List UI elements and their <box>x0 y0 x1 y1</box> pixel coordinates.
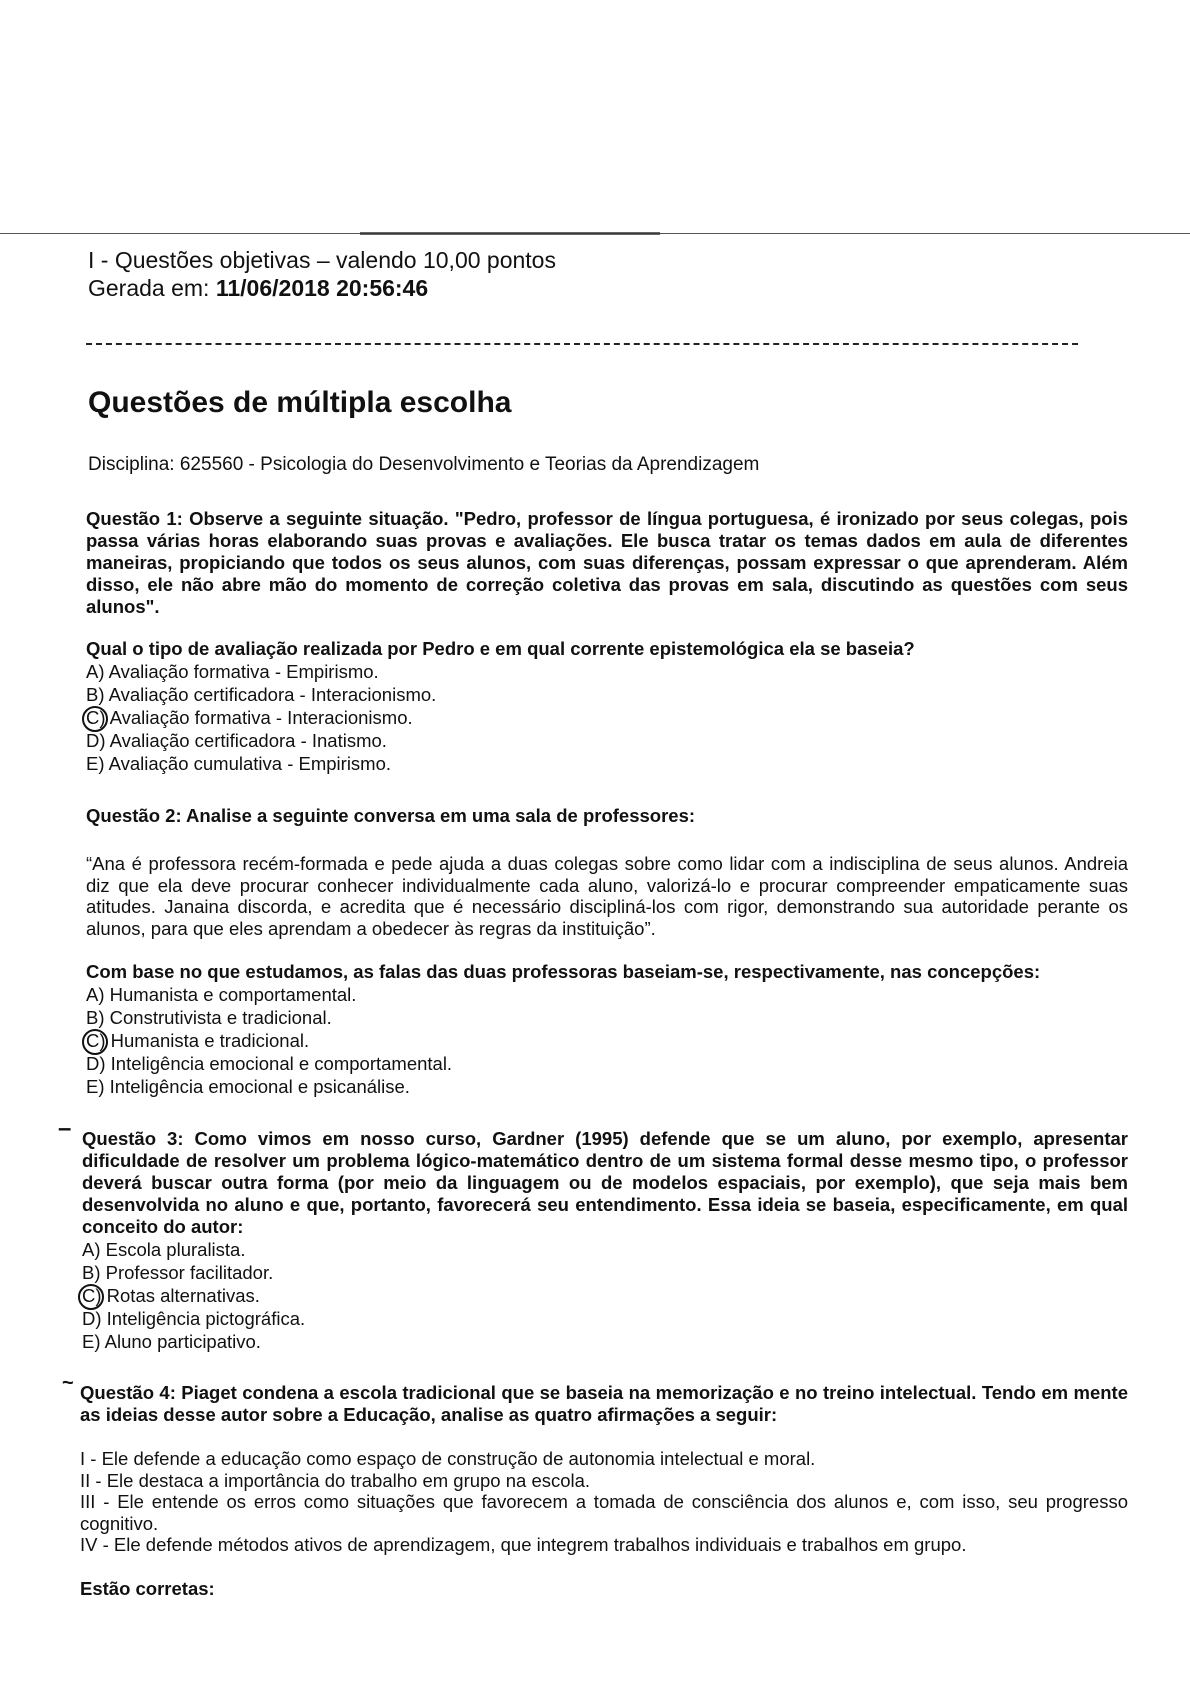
question-1 <box>86 508 1128 775</box>
question-3-options <box>82 1238 1128 1353</box>
question-4-prompt: Estão corretas: <box>80 1577 215 1599</box>
question-1-statement: Questão 1: Observe a seguinte situação. "Pedro, professor de língua portuguesa, é ironizado por seus colegas, pois passa várias horas elaborando suas provas e avaliações. Ele busca tratar os temas dados em aula de diferentes maneiras, propiciando que todos os seus alunos, com suas diferenças, possam expressar o que aprenderam. Além disso, ele não abre mão do momento de correção coletiva das provas em sala, discutindo as questões com seus alunos". <box>86 508 1128 617</box>
option-c-label: C) Avaliação formativa - Interacionismo. <box>86 707 413 728</box>
question-4-affirmations <box>80 1448 1128 1556</box>
question-4-statement: Questão 4: Piaget condena a escola tradicional que se baseia na memorização e no treino intelectual. Tendo em mente as ideias desse autor sobre a Educação, analise as quatro afirmações a seguir: <box>80 1382 1128 1425</box>
option-c-selected[interactable] <box>86 1029 1128 1052</box>
option-e[interactable]: E) Avaliação cumulativa - Empirismo. <box>86 753 392 774</box>
generated-line <box>88 274 556 302</box>
question-3 <box>82 1128 1128 1353</box>
option-b[interactable]: B) Construtivista e tradicional. <box>86 1007 332 1028</box>
margin-dash-mark: – <box>58 1115 72 1142</box>
question-3-statement: Questão 3: Como vimos em nosso curso, Gardner (1995) defende que se um aluno, por exemplo, apresentar dificuldade de resolver um problema lógico-matemático dentro de um sistema formal desse mesmo tipo, o professor deverá buscar outra forma (por meio da linguagem ou de modelos espaciais, por exemplo), que seja mais bem desenvolvida no aluno e que, portanto, favorecerá seu entendimento. Essa ideia se baseia, especificamente, em qual conceito do autor: <box>82 1128 1128 1237</box>
option-b[interactable]: B) Professor facilitador. <box>82 1262 274 1283</box>
question-2 <box>86 805 1128 1098</box>
generated-value: 11/06/2018 20:56:46 <box>215 275 429 301</box>
affirmation-ii: II - Ele destaca a importância do trabalho em grupo na escola. <box>80 1469 591 1491</box>
dashed-separator <box>86 343 1078 345</box>
question-2-statement: Questão 2: Analise a seguinte conversa em uma sala de professores: <box>86 805 696 826</box>
discipline-line: Disciplina: 625560 - Psicologia do Desenvolvimento e Teorias da Aprendizagem <box>88 454 760 475</box>
affirmation-iv: IV - Ele defende métodos ativos de aprendizagem, que integrem trabalhos individuais e trabalhos em grupo. <box>80 1534 967 1555</box>
margin-tick-mark: ~ <box>62 1372 74 1394</box>
option-d[interactable]: D) Avaliação certificadora - Inatismo. <box>86 730 387 751</box>
exam-header <box>88 246 556 302</box>
question-2-quote: “Ana é professora recém-formada e pede ajuda a duas colegas sobre como lidar com a indisciplina de seus alunos. Andreia diz que ela deve procurar conhecer individualmente cada aluno, valorizá-lo e procurar compreender empaticamente suas atitudes. Janaina discorda, e acredita que é necessário discipliná-los com rigor, demonstrando sua autoridade perante os alunos, para que eles aprendam a obedecer às regras da instituição”. <box>86 853 1128 939</box>
section-line: I - Questões objetivas – valendo 10,00 pontos <box>88 247 556 273</box>
option-e[interactable]: E) Inteligência emocional e psicanálise. <box>86 1076 410 1097</box>
option-a[interactable]: A) Avaliação formativa - Empirismo. <box>86 661 379 682</box>
option-d[interactable]: D) Inteligência pictográfica. <box>82 1308 306 1329</box>
generated-label: Gerada em: <box>88 275 216 301</box>
question-1-options <box>86 660 1128 775</box>
option-c-selected[interactable] <box>86 706 1128 729</box>
affirmation-i: I - Ele defende a educação como espaço de construção de autonomia intelectual e moral. <box>80 1448 816 1469</box>
option-d[interactable]: D) Inteligência emocional e comportamental. <box>86 1053 453 1074</box>
option-c-label: C) Humanista e tradicional. <box>86 1030 310 1051</box>
option-a[interactable]: A) Escola pluralista. <box>82 1239 246 1260</box>
option-c-selected[interactable] <box>82 1284 1128 1307</box>
question-2-options <box>86 983 1128 1098</box>
page-title: Questões de múltipla escolha <box>88 386 512 419</box>
option-a[interactable]: A) Humanista e comportamental. <box>86 984 357 1005</box>
option-b[interactable]: B) Avaliação certificadora - Interacionismo. <box>86 684 437 705</box>
affirmation-iii: III - Ele entende os erros como situações que favorecem a tomada de consciência dos alunos e, com isso, seu progresso cognitivo. <box>80 1491 1128 1534</box>
scan-smear <box>360 232 660 235</box>
question-1-prompt: Qual o tipo de avaliação realizada por Pedro e em qual corrente epistemológica ela se baseia? <box>86 638 915 659</box>
option-c-label: C) Rotas alternativas. <box>82 1285 260 1306</box>
option-e[interactable]: E) Aluno participativo. <box>82 1331 261 1352</box>
question-4 <box>80 1382 1128 1600</box>
question-2-prompt: Com base no que estudamos, as falas das duas professoras baseiam-se, respectivamente, nas concepções: <box>86 961 1041 982</box>
